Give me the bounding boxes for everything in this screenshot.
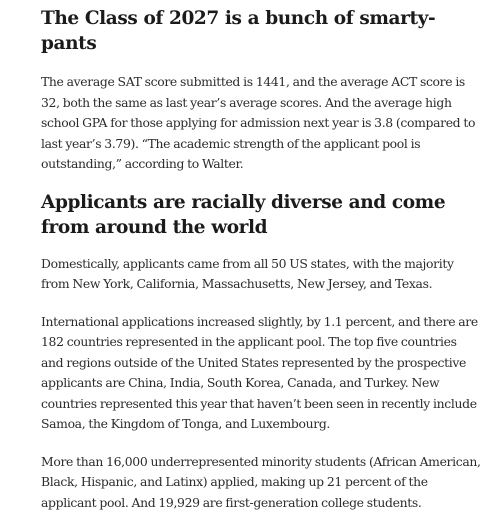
- paragraph-minority-applicants: More than 16,000 underrepresented minority students (African American, Black, Hispanic, and Latinx) applied, making up 21 percent of the applicant pool. And 19,929 are first-generation college students.: [41, 452, 481, 513]
- article-body: [41, 6, 481, 513]
- section-heading-smarty-pants: The Class of 2027 is a bunch of smarty-pants: [41, 6, 481, 56]
- paragraph-domestic-applicants: Domestically, applicants came from all 50 US states, with the majority from New York, California, Massachusetts, New Jersey, and Texas.: [41, 254, 481, 295]
- section-heading-diversity: Applicants are racially diverse and come from around the world: [41, 190, 481, 240]
- paragraph-international-applicants: International applications increased slightly, by 1.1 percent, and there are 182 countries represented in the applicant pool. The top five countries and regions outside of the United States represented by the prospective applicants are China, India, South Korea, Canada, and Turkey. New countries represented this year that haven’t been seen in recently include Samoa, the Kingdom of Tonga, and Luxembourg.: [41, 312, 481, 435]
- paragraph-test-scores: The average SAT score submitted is 1441, and the average ACT score is 32, both the same as last year’s average scores. And the average high school GPA for those applying for admission next year is 3.8 (compared to last year’s 3.79). “The academic strength of the applicant pool is outstanding,” according to Walter.: [41, 72, 481, 175]
